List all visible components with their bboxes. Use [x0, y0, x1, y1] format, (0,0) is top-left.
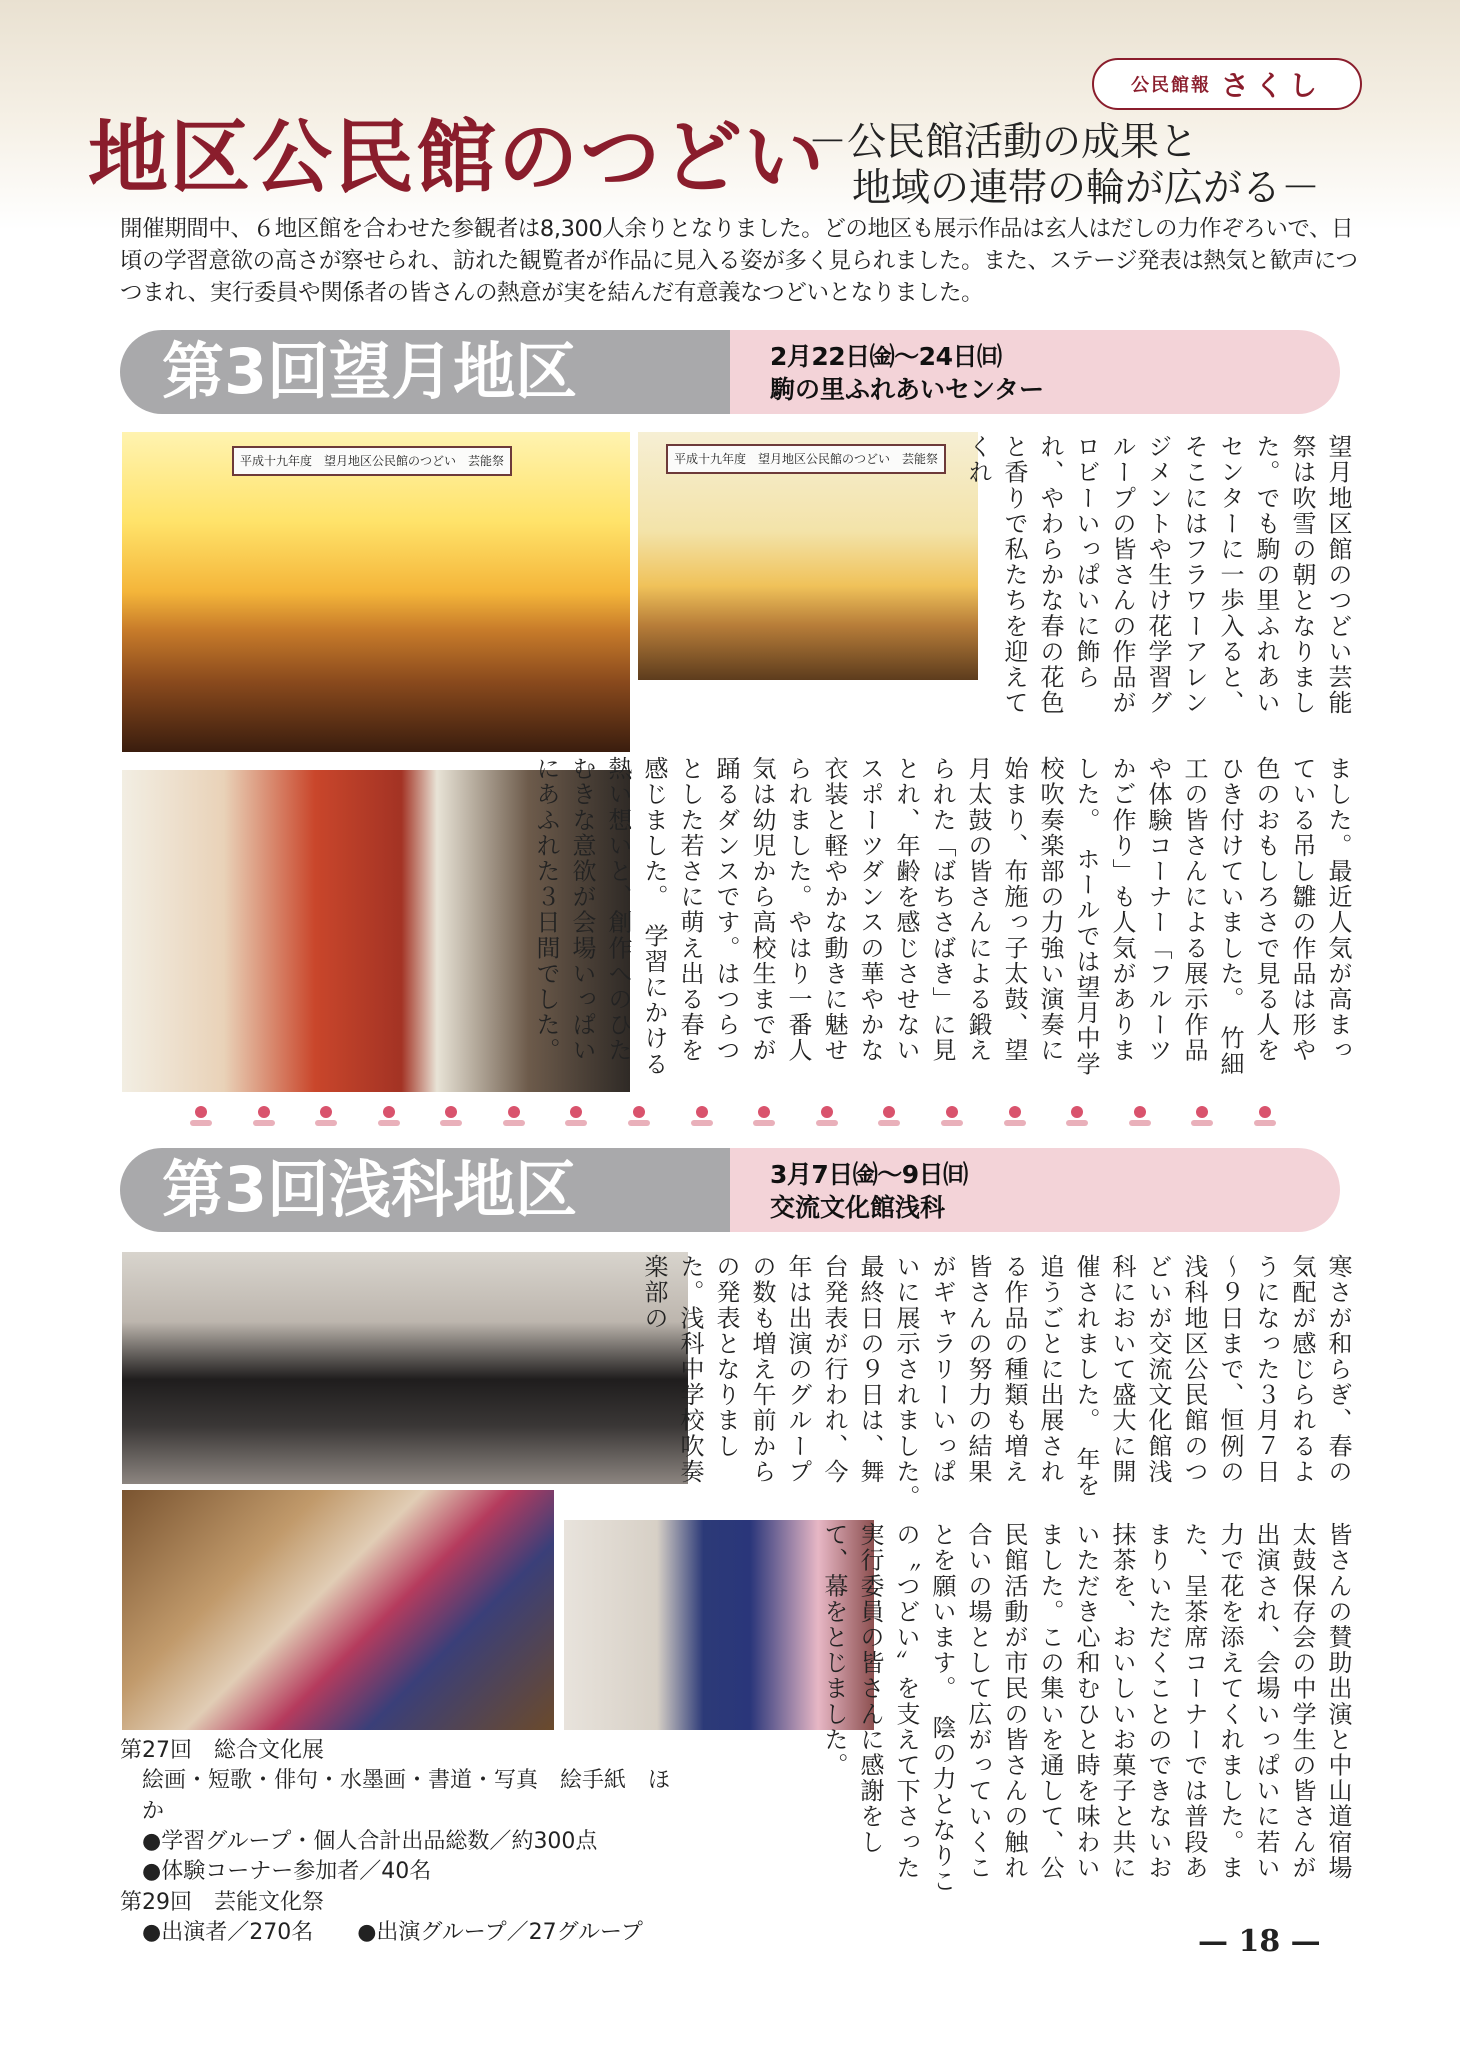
page-subtitle [808, 120, 1320, 212]
flower-icon [438, 1106, 464, 1130]
summary-festival-title: 第29回 芸能文化祭 [120, 1889, 324, 1915]
section-name: 第3回浅科地区 [162, 1153, 578, 1226]
flower-icon [751, 1106, 777, 1130]
photo-exhibition-gallery [122, 1490, 554, 1730]
stage-banner: 平成十九年度 望月地区公民館のつどい 芸能祭 [232, 446, 512, 476]
section-header-mochizuki [120, 330, 1340, 414]
photo-dance-performance [122, 432, 630, 752]
flower-icon [939, 1106, 965, 1130]
summary-participants: ●体験コーナー参加者／40名 [142, 1859, 432, 1885]
subtitle-line-1: －公民館活動の成果と [808, 120, 1199, 165]
article-mochizuki-column-2: ました。最近人気が高まっている吊し雛の作品は形や色のおもしろさで見る人をひき付けていました。 竹細工の皆さんによる展示作品や体験コーナー「フルーツかご作り」も人気がありました。 ホールでは望月中学校吹奏楽部の力強い演奏に始まり、布施っ子太鼓、望月太鼓の皆さんによる鍛えられた「ばちさばき」に見とれ、年齢を感じさせないスポーツダンスの華やかな衣装と軽やかな動きに魅せられました。やはり一番人気は幼児から高校生までが踊るダンスです。はつらつとした若さに萌え出る春を感じました。 学習にかける熱い想いと、創作へのひたむきな意欲が会場いっぱいにあふれた３日間でした。 [532, 756, 1352, 1077]
section-venue: 駒の里ふれあいセンター [770, 375, 1045, 404]
page-title: 地区公民館のつどい [88, 111, 826, 204]
summary-performers: ●出演者／270名 ●出演グループ／27グループ [142, 1920, 643, 1946]
flower-icon [814, 1106, 840, 1130]
section-name: 第3回望月地区 [162, 335, 578, 408]
intro-paragraph: 開催期間中、６地区館を合わせた参観者は8,300人余りとなりました。どの地区も展示作品は玄人はだしの力作ぞろいで、日頃の学習意欲の高さが察せられ、訪れた観覧者が作品に見入る姿が多く見られました。また、ステージ発表は熱気と歓声につつまれ、実行委員や関係者の皆さんの熱意が実を結んだ有意義なつどいとなりました。 [120, 216, 1358, 306]
article-asashina-column-2: 皆さんの賛助出演と中山道宿場太鼓保存会の中学生の皆さんが出演され、会場いっぱいに若い力で花を添えてくれました。また、呈茶席コーナーでは普段あまりいただくことのできないお抹茶を、おいしいお菓子と共にいただき心和むひと時を味わいました。この集いを通して、公民館活動が市民の皆さんの触れ合いの場として広がっていくことを願います。 陰の力となりこの〝つどい〟を支えて下さった実行委員の皆さんに感謝をして、幕をとじました。 [820, 1522, 1352, 1894]
section-info [730, 330, 1340, 414]
flower-icon [689, 1106, 715, 1130]
article-asashina-column-1: 寒さが和らぎ、春の気配が感じられるようになった３月７日～９日まで、恒例の浅科地区公民館のつどいが交流文化館浅科において盛大に開催されました。 年を追うごとに出展される作品の種類も増え皆さんの努力の結果がギャラリーいっぱいに展示されました。 最終日の９日は、舞台発表が行われ、今年は出演のグループの数も増え午前からの発表となりました。浅科中学校吹奏楽部の [640, 1254, 1352, 1524]
flower-icon [626, 1106, 652, 1130]
section-venue: 交流文化館浅科 [770, 1193, 946, 1222]
subtitle-line-2: 地域の連帯の輪が広がる－ [852, 166, 1321, 212]
photo-ballroom-dance [638, 432, 978, 680]
summary-entries: ●学習グループ・個人合計出品総数／約300点 [142, 1829, 598, 1855]
section-info [730, 1148, 1340, 1232]
flower-icon [1252, 1106, 1278, 1130]
flower-icon [376, 1106, 402, 1130]
section-dates: 3月7日㈮～9日㈰ [770, 1160, 968, 1189]
flower-icon [1064, 1106, 1090, 1130]
photo-brass-band [122, 1252, 688, 1484]
flower-icon [313, 1106, 339, 1130]
flower-icon [1189, 1106, 1215, 1130]
summary-categories: 絵画・短歌・俳句・水墨画・書道・写真 絵手紙 ほか [142, 1768, 671, 1824]
masthead-label: 公民館報 [1130, 75, 1211, 96]
section-dates: 2月22日㈮～24日㈰ [770, 342, 1002, 371]
flower-icon [563, 1106, 589, 1130]
flower-icon [188, 1106, 214, 1130]
flower-icon [1002, 1106, 1028, 1130]
stage-banner: 平成十九年度 望月地区公民館のつどい 芸能祭 [666, 444, 946, 474]
flower-icon [1127, 1106, 1153, 1130]
section-header-asashina [120, 1148, 1340, 1232]
flower-icon [251, 1106, 277, 1130]
masthead-name: さくし [1220, 69, 1323, 102]
flower-icon [501, 1106, 527, 1130]
flower-icon [876, 1106, 902, 1130]
masthead [1092, 58, 1362, 110]
flower-divider [188, 1106, 1278, 1130]
event-summary [120, 1736, 690, 1949]
page-number: — 18 — [1198, 1924, 1321, 1959]
summary-exhibition-title: 第27回 総合文化展 [120, 1738, 324, 1763]
article-mochizuki-column-1: 望月地区館のつどい芸能祭は吹雪の朝となりました。でも駒の里ふれあいセンターに一歩入ると、そこにはフラワーアレンジメントや生け花学習グループの皆さんの作品がロビーいっぱいに飾られ、やわらかな春の花色と香りで私たちを迎えてくれ [964, 434, 1352, 716]
